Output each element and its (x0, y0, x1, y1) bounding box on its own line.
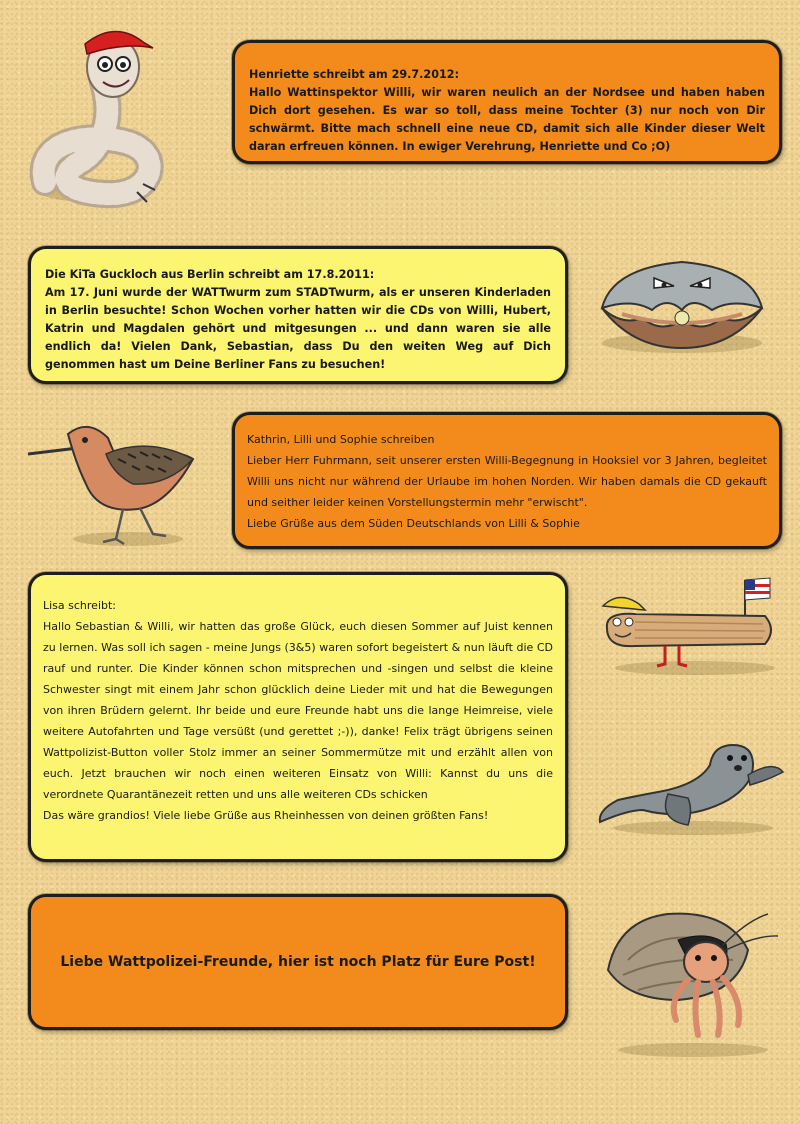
message-text: Hallo Sebastian & Willi, wir hatten das große Glück, euch diesen Sommer auf Juist kennen zu lernen. Was soll ich sagen - meine Jungs (3&5) waren sofort begeistert & nun läuft die CD rauf und runter. Die Kinder können schon mitsprechen und -singen und selbst die kleine Schwester singt mit einem Jahr schon glücklich deine Lieder mit und hat die Bewegungen von ihren Brüdern gelernt. Ihr beide und eure Freunde habt uns die lange Heimreise, viele weitere Autofahrten und Tage versüßt (und gerettet ;-)), danke! Felix trägt übrigens seinen Wattpolizist-Button voller Stolz immer an seiner Sommermütze mit und erzählt allen von euch. Jetzt brauchen wir noch einen weiteren Einsatz von Willi: Kannst du uns die verordnete Quarantänezeit retten und uns alle weiteren CDs schicken (43, 620, 553, 801)
message-kathrin-lilli-sophie (232, 412, 782, 549)
worm-icon (25, 12, 175, 212)
message-author: Lisa schreibt: (43, 599, 117, 612)
message-author: Die KiTa Guckloch aus Berlin schreibt am 17.8.2011: (45, 268, 375, 281)
seal-icon (598, 730, 788, 840)
invite-box (28, 894, 568, 1030)
message-henriette (232, 40, 782, 164)
razor-clam-icon (595, 570, 785, 680)
message-closing: Das wäre grandios! Viele liebe Grüße aus Rheinhessen von deinen größten Fans! (43, 809, 489, 822)
message-text: Hallo Wattinspektor Willi, wir waren neulich an der Nordsee und haben haben Dich dort gesehen. Es war so toll, dass meine Tochter (3) nur noch von Dir schwärmt. Bitte mach schnell eine neue CD, damit sich alle Kinder dieser Welt daran erfreuen können. In ewiger Verehrung, Henriette und Co ;O) (249, 86, 765, 153)
clam-icon (592, 248, 772, 358)
message-lisa (28, 572, 568, 862)
message-text: Lieber Herr Fuhrmann, seit unserer ersten Willi-Begegnung in Hooksiel vor 3 Jahren, begleitet Willi uns nicht nur während der Urlaube im hohen Norden. Wir haben damals die CD gekauft und seither leider keinen Vorstellungstermin mehr "erwischt". (247, 454, 767, 509)
message-kita-guckloch (28, 246, 568, 384)
message-author: Henriette schreibt am 29.7.2012: (249, 68, 460, 81)
message-text: Am 17. Juni wurde der WATTwurm zum STADTwurm, als er unseren Kinderladen in Berlin besuchte! Schon Wochen vorher hatten wir die CDs von Willi, Hubert, Katrin und Magdalen gehört und mitgesungen ... und dann waren sie alle endlich da! Vielen Dank, Sebastian, dass Du den weiten Weg auf Dich genommen hast um Deine Berliner Fans zu besuchen! (45, 286, 551, 371)
hermit-crab-icon (598, 900, 788, 1060)
sandpiper-icon (28, 404, 198, 549)
message-author: Kathrin, Lilli und Sophie schreiben (247, 433, 435, 446)
message-closing: Liebe Grüße aus dem Süden Deutschlands von Lilli & Sophie (247, 517, 580, 530)
invite-text: Liebe Wattpolizei-Freunde, hier ist noch Platz für Eure Post! (60, 954, 536, 970)
